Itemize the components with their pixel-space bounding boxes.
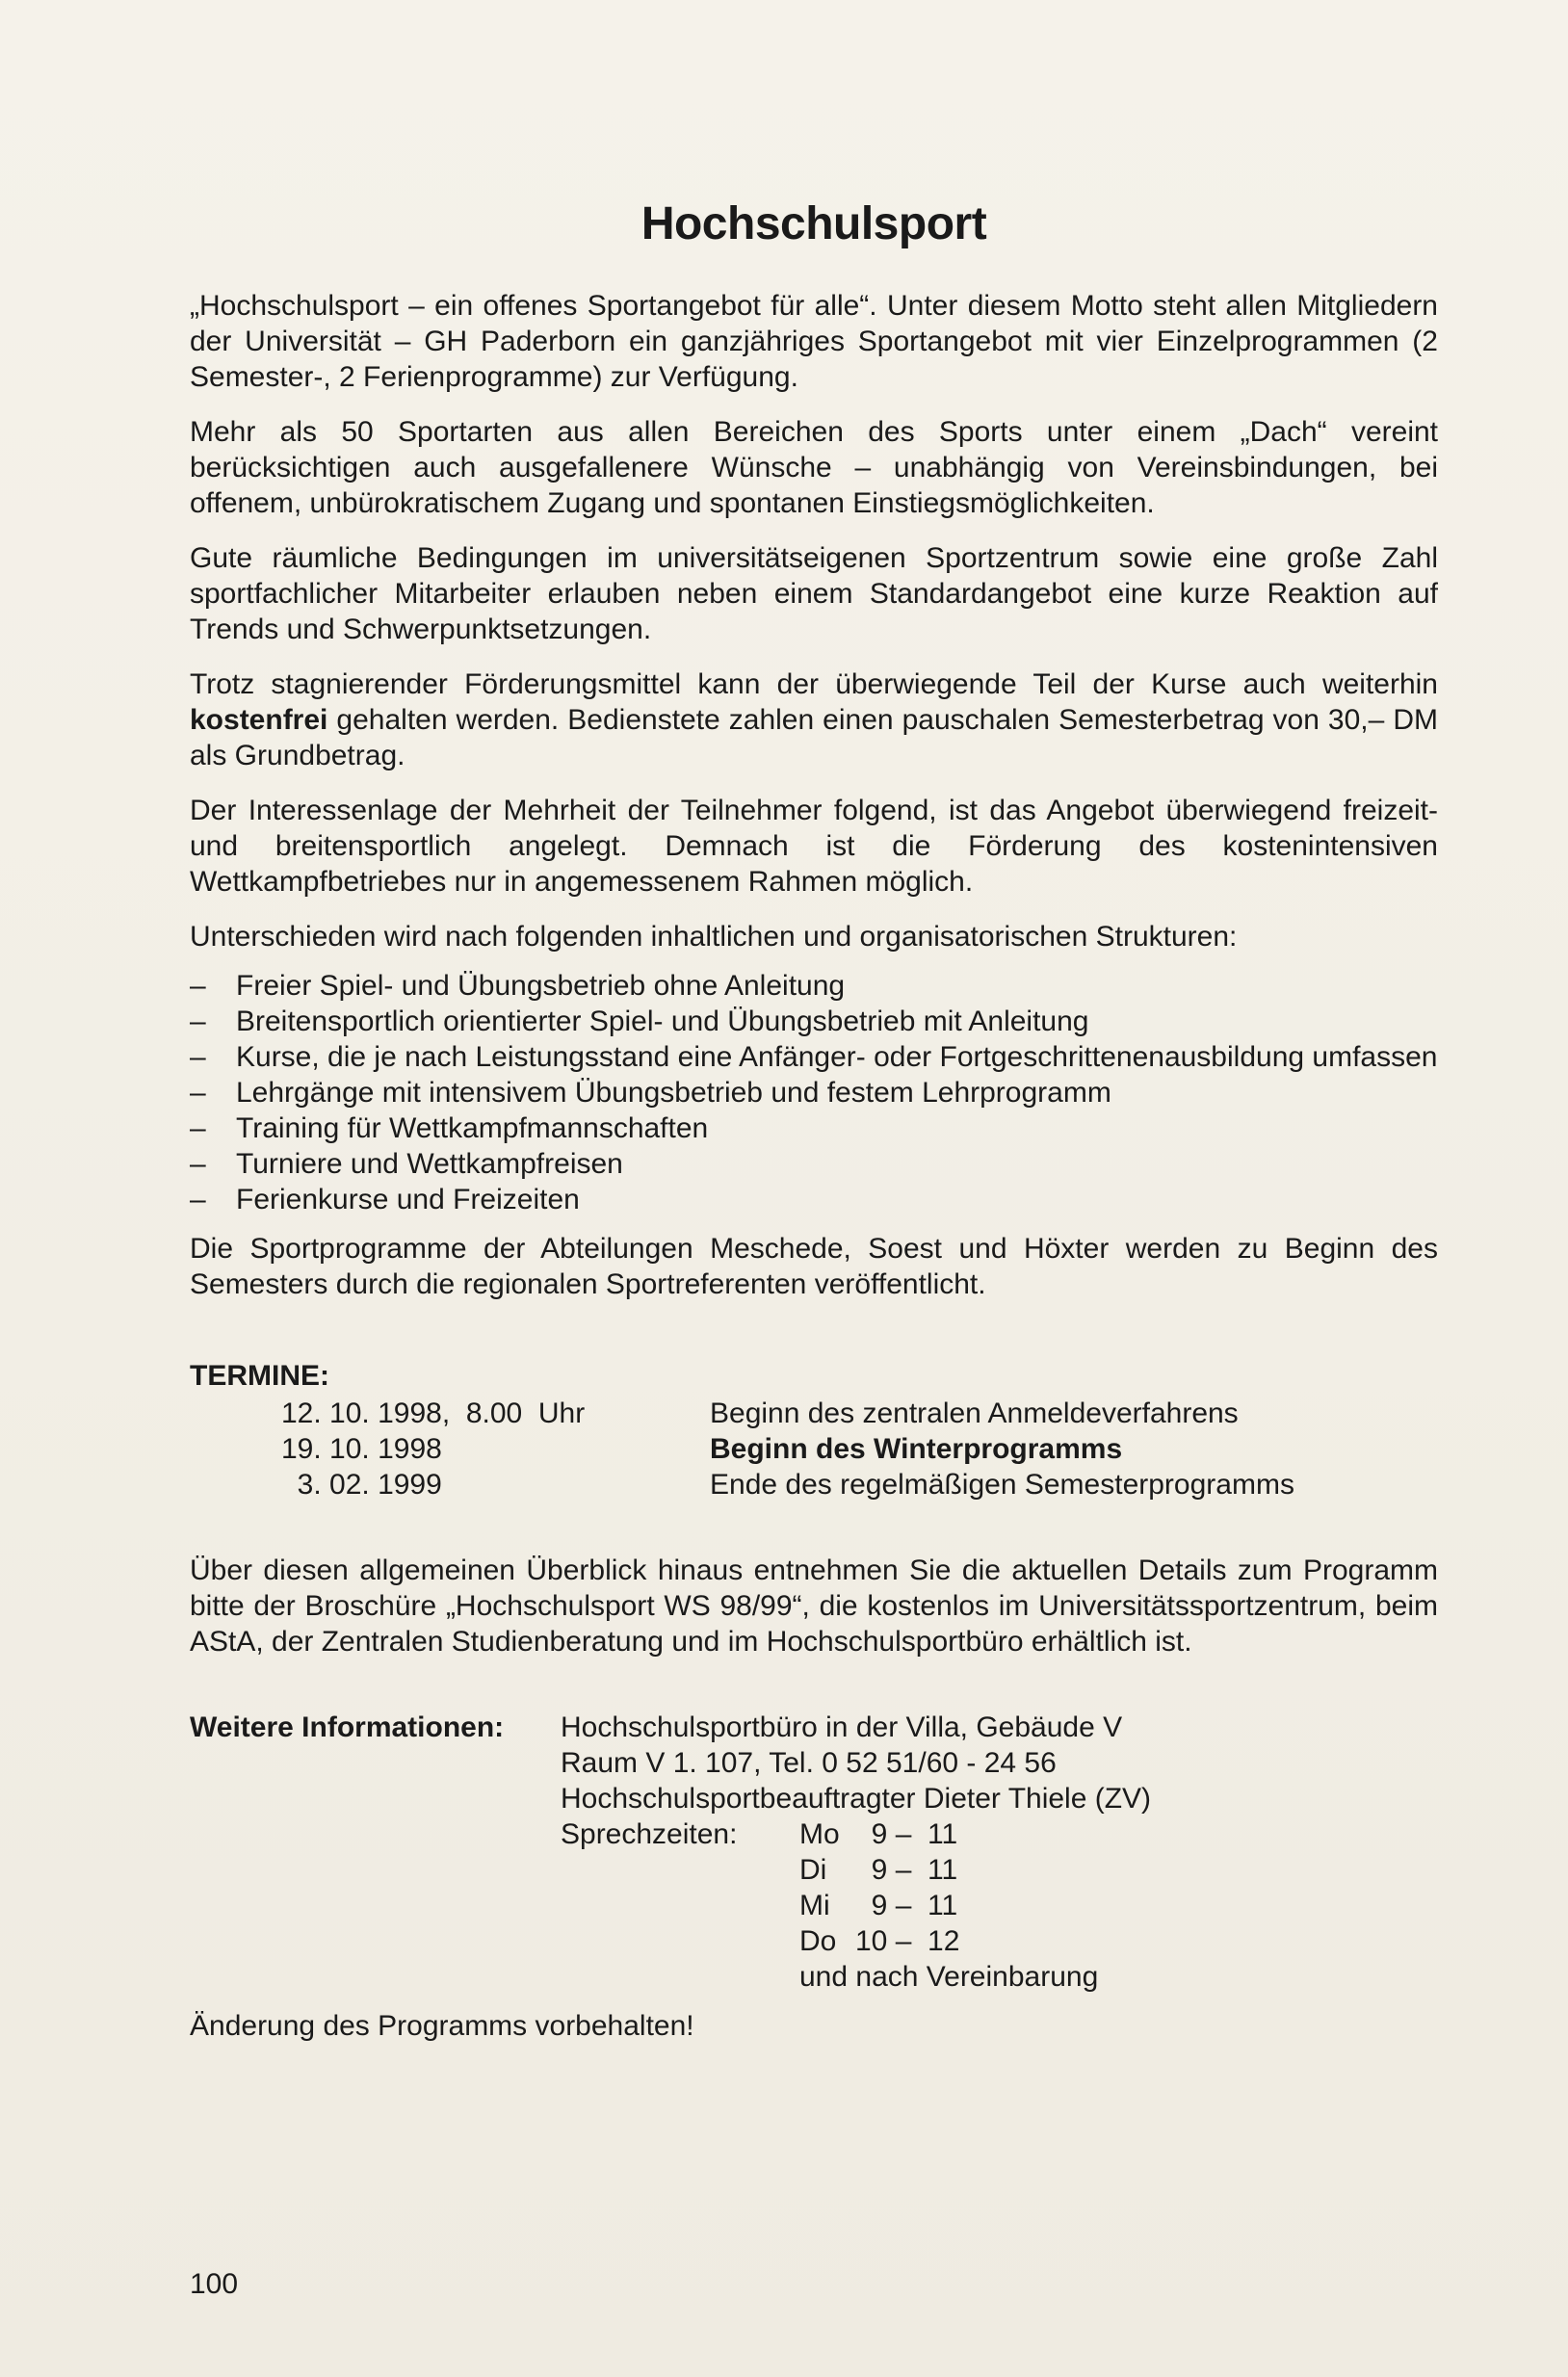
funding-paragraph (190, 666, 1438, 773)
date-value: 19. 10. 1998 (281, 1433, 442, 1465)
office-hours-label: Sprechzeiten: (561, 1818, 738, 1850)
funding-text-after: gehalten werden. Bedienstete zahlen einen pauschalen Semesterbetrag von 30,– DM als Grundbetrag. (190, 704, 1438, 771)
dates-section (190, 1358, 1438, 1502)
office-hours-note: und nach Vereinbarung (799, 1961, 1099, 1993)
list-item (190, 1004, 1438, 1039)
page-title: Hochschulsport (640, 198, 987, 249)
funding-bold-text: kostenfrei (190, 704, 328, 736)
intro-paragraph: „Hochschulsport – ein offenes Sportangebot für alle“. Unter diesem Motto steht allen Mitgliedern der Universität – GH Paderborn ein ganzjähriges Sportangebot mit vier Einzelprogrammen (2 Semester-, 2 Ferienprogramme) zur Verfügung. (190, 290, 1438, 393)
hours-day: Do (799, 1925, 837, 1957)
structures-list (190, 968, 1438, 1217)
list-item (190, 1039, 1438, 1075)
date-value: 12. 10. 1998, 8.00 Uhr (281, 1397, 586, 1429)
page-number: 100 (190, 2268, 239, 2300)
date-row (190, 1467, 1438, 1502)
list-item (190, 968, 1438, 1004)
date-description: Beginn des Winterprogramms (710, 1433, 1123, 1465)
date-row (190, 1396, 1438, 1431)
office-hours-row (799, 1923, 1098, 1959)
list-item-text: Freier Spiel- und Übungsbetrieb ohne Anleitung (236, 970, 846, 1002)
dash-bullet: – (190, 1077, 206, 1109)
list-item-text: Ferienkurse und Freizeiten (236, 1184, 580, 1215)
dash-bullet: – (190, 1184, 206, 1215)
hours-time: 10 – 12 (855, 1925, 960, 1957)
contact-line: Raum V 1. 107, Tel. 0 52 51/60 - 24 56 (561, 1747, 1057, 1779)
contact-info-body (561, 1710, 1151, 1995)
list-item-text: Breitensportlich orientierter Spiel- und Übungsbetrieb mit Anleitung (236, 1006, 1089, 1037)
list-item (190, 1110, 1438, 1146)
dash-bullet: – (190, 1148, 206, 1180)
dash-bullet: – (190, 970, 206, 1002)
hours-time: 9 – 11 (855, 1818, 958, 1850)
list-item-text: Kurse, die je nach Leistungsstand eine Anfänger- oder Fortgeschrittenenausbildung umfassen (236, 1041, 1438, 1073)
list-item-text: Lehrgänge mit intensivem Übungsbetrieb und festem Lehrprogramm (236, 1077, 1111, 1109)
interest-paragraph: Der Interessenlage der Mehrheit der Teilnehmer folgend, ist das Angebot überwiegend freizeit- und breitensportlich angelegt. Demnach ist die Förderung des kostenintensiven Wettkampfbetriebes nur in angemessenem Rahmen möglich. (190, 795, 1438, 898)
summary-paragraph: Über diesen allgemeinen Überblick hinaus entnehmen Sie die aktuellen Details zum Programm bitte der Broschüre „Hochschulsport WS 98/99“, die kostenlos im Universitätssportzentrum, beim AStA, der Zentralen Studienberatung und im Hochschulsportbüro erhältlich ist. (190, 1554, 1438, 1658)
dash-bullet: – (190, 1041, 206, 1073)
list-item-text: Turniere und Wettkampfreisen (236, 1148, 623, 1180)
date-value: 3. 02. 1999 (281, 1469, 442, 1501)
contact-info-label: Weitere Informationen: (190, 1711, 505, 1743)
date-description: Ende des regelmäßigen Semesterprogramms (710, 1469, 1294, 1501)
hours-day: Mo (799, 1818, 840, 1850)
hours-day: Mi (799, 1890, 830, 1921)
dates-heading: TERMINE: (190, 1360, 329, 1392)
office-hours-row (799, 1852, 1098, 1888)
date-description: Beginn des zentralen Anmeldeverfahrens (710, 1397, 1239, 1429)
list-item-text: Training für Wettkampfmannschaften (236, 1112, 709, 1144)
sports-paragraph: Mehr als 50 Sportarten aus allen Bereichen des Sports unter einem „Dach“ vereint berücksichtigen auch ausgefallenere Wünsche – unabhängig von Vereinsbindungen, bei offenem, unbürokratischem Zugang und spontanen Einstiegsmöglichkeiten. (190, 416, 1438, 519)
list-item (190, 1146, 1438, 1182)
office-hours-row (799, 1816, 1098, 1852)
contact-line: Hochschulsportbüro in der Villa, Gebäude V (561, 1711, 1123, 1743)
list-item (190, 1075, 1438, 1110)
dash-bullet: – (190, 1112, 206, 1144)
office-hours-list (799, 1816, 1098, 1995)
regional-paragraph: Die Sportprogramme der Abteilungen Meschede, Soest und Höxter werden zu Beginn des Semesters durch die regionalen Sportreferenten veröffentlicht. (190, 1233, 1438, 1300)
dash-bullet: – (190, 1006, 206, 1037)
office-hours-row (799, 1888, 1098, 1923)
date-row (190, 1431, 1438, 1467)
hours-time: 9 – 11 (855, 1890, 958, 1921)
hours-day: Di (799, 1854, 827, 1886)
contact-info (190, 1710, 1438, 1995)
contact-line: Hochschulsportbeauftragter Dieter Thiele (ZV) (561, 1783, 1152, 1815)
structures-intro: Unterschieden wird nach folgenden inhaltlichen und organisatorischen Strukturen: (190, 921, 1238, 953)
facilities-paragraph: Gute räumliche Bedingungen im universitätseigenen Sportzentrum sowie eine große Zahl sportfachlicher Mitarbeiter erlauben neben einem Standardangebot eine kurze Reaktion auf Trends und Schwerpunktsetzungen. (190, 542, 1438, 645)
office-hours (561, 1816, 1151, 1995)
list-item (190, 1182, 1438, 1217)
footer-note: Änderung des Programms vorbehalten! (190, 2010, 694, 2042)
hours-time: 9 – 11 (855, 1854, 958, 1886)
page-content (190, 197, 1438, 2063)
funding-text-before: Trotz stagnierender Förderungsmittel kann der überwiegende Teil der Kurse auch weiterhin (190, 668, 1438, 700)
